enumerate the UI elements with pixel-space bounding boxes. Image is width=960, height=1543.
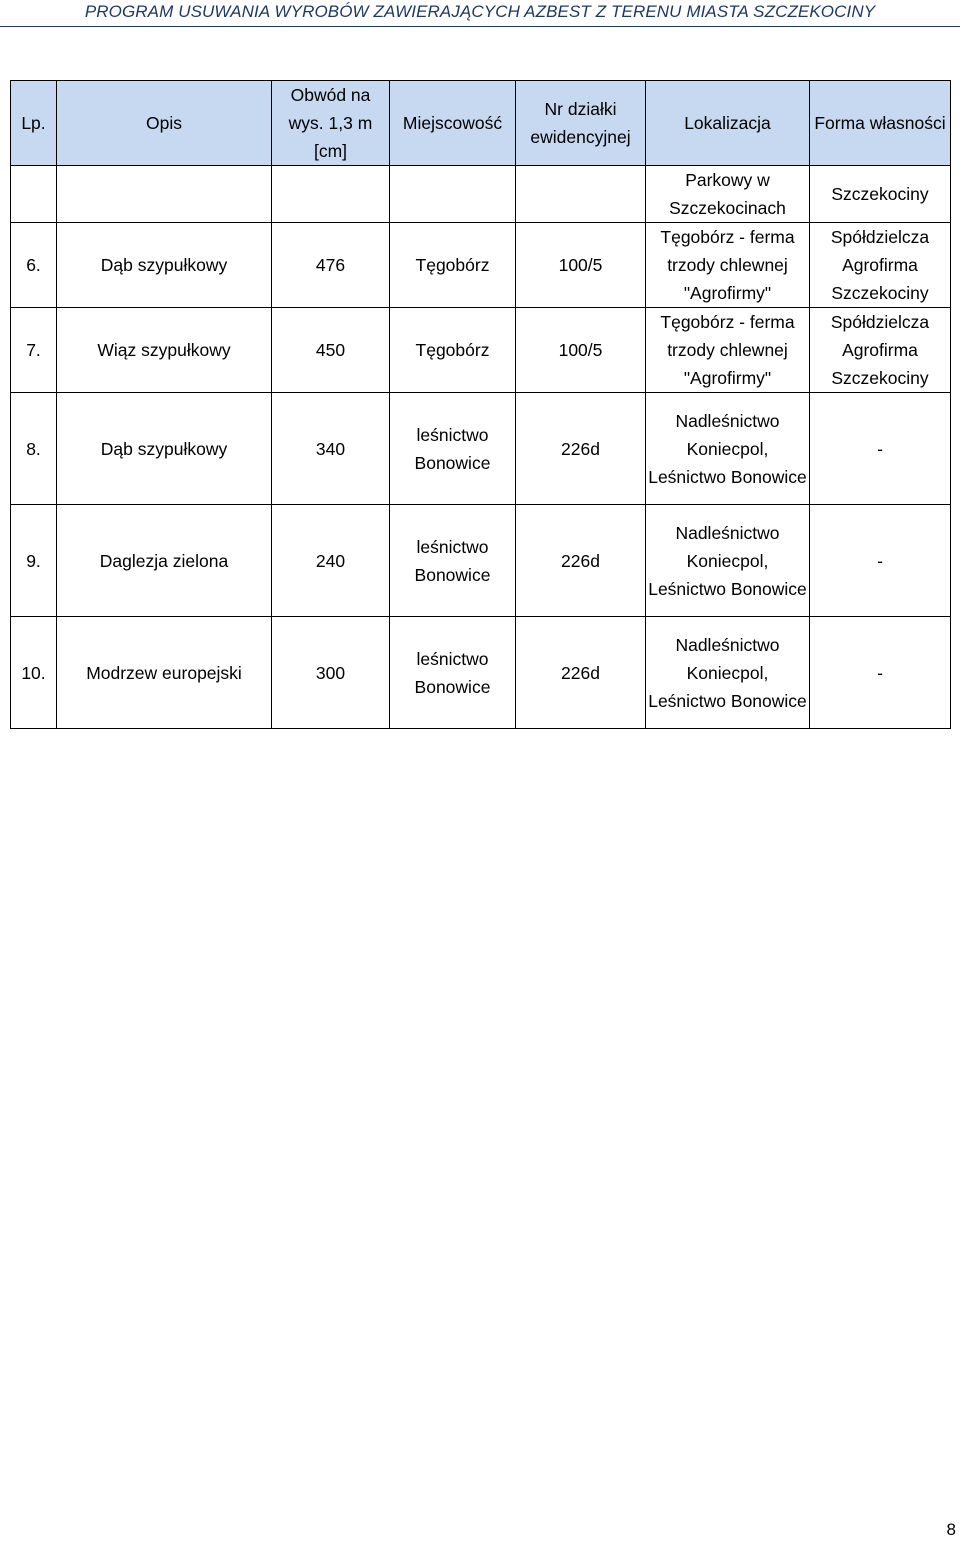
table-cell [390, 166, 516, 223]
table-cell-miejscowosc: leśnictwo Bonowice [390, 505, 516, 617]
table-cell [57, 166, 272, 223]
page-number: 8 [946, 1520, 956, 1539]
table-row [11, 308, 951, 393]
column-header-lp: Lp. [11, 81, 57, 166]
table-cell-lp: 10. [11, 617, 57, 729]
table-cell-opis: Daglezja zielona [57, 505, 272, 617]
table-cell-lokalizacja: Nadleśnictwo Koniecpol, Leśnictwo Bonowice [646, 393, 810, 505]
column-header-lokalizacja: Lokalizacja [646, 81, 810, 166]
table-cell-lokalizacja: Tęgobórz - ferma trzody chlewnej "Agrofirmy" [646, 223, 810, 308]
table-cell-forma: Szczekociny [810, 166, 951, 223]
column-header-miejscowosc: Miejscowość [390, 81, 516, 166]
table-cell-forma: Spółdzielcza Agrofirma Szczekociny [810, 223, 951, 308]
column-header-forma: Forma własności [810, 81, 951, 166]
table-cell-lokalizacja: Nadleśnictwo Koniecpol, Leśnictwo Bonowice [646, 505, 810, 617]
page-header: PROGRAM USUWANIA WYROBÓW ZAWIERAJĄCYCH AZBEST Z TERENU MIASTA SZCZEKOCINY [0, 0, 960, 27]
table-cell-forma: Spółdzielcza Agrofirma Szczekociny [810, 308, 951, 393]
table-cell-forma: - [810, 617, 951, 729]
table-cell-nr-dzialki: 100/5 [516, 308, 646, 393]
table-cell-lp: 9. [11, 505, 57, 617]
table-cell-miejscowosc: Tęgobórz [390, 223, 516, 308]
table-cell-lokalizacja: Parkowy w Szczekocinach [646, 166, 810, 223]
table-cell-nr-dzialki: 226d [516, 393, 646, 505]
table-cell [516, 166, 646, 223]
table-row [11, 393, 951, 505]
column-header-obwod: Obwód na wys. 1,3 m [cm] [272, 81, 390, 166]
table-cell-forma: - [810, 505, 951, 617]
table-header-row [11, 81, 951, 166]
table-cell-miejscowosc: leśnictwo Bonowice [390, 617, 516, 729]
table-cell-miejscowosc: leśnictwo Bonowice [390, 393, 516, 505]
table-cell [11, 166, 57, 223]
table-cell-opis: Dąb szypułkowy [57, 223, 272, 308]
table-row [11, 617, 951, 729]
table-row [11, 223, 951, 308]
table-cell-lp: 7. [11, 308, 57, 393]
table-cell-obwod: 240 [272, 505, 390, 617]
table-cell-opis: Dąb szypułkowy [57, 393, 272, 505]
column-header-opis: Opis [57, 81, 272, 166]
monument-trees-table [10, 80, 951, 729]
table-cell-miejscowosc: Tęgobórz [390, 308, 516, 393]
table-cell-nr-dzialki: 226d [516, 617, 646, 729]
table-cell-lokalizacja: Nadleśnictwo Koniecpol, Leśnictwo Bonowice [646, 617, 810, 729]
table-cell-lp: 8. [11, 393, 57, 505]
table-cell-obwod: 450 [272, 308, 390, 393]
table-cell-opis: Modrzew europejski [57, 617, 272, 729]
table-cell-obwod: 476 [272, 223, 390, 308]
table-row-continuation [11, 166, 951, 223]
table-cell-obwod: 340 [272, 393, 390, 505]
table-cell [272, 166, 390, 223]
column-header-nr-dzialki: Nr działki ewidencyjnej [516, 81, 646, 166]
table-cell-lokalizacja: Tęgobórz - ferma trzody chlewnej "Agrofirmy" [646, 308, 810, 393]
table-cell-lp: 6. [11, 223, 57, 308]
table-row [11, 505, 951, 617]
table-cell-obwod: 300 [272, 617, 390, 729]
table-cell-forma: - [810, 393, 951, 505]
table-cell-nr-dzialki: 100/5 [516, 223, 646, 308]
table-cell-nr-dzialki: 226d [516, 505, 646, 617]
table-cell-opis: Wiąz szypułkowy [57, 308, 272, 393]
